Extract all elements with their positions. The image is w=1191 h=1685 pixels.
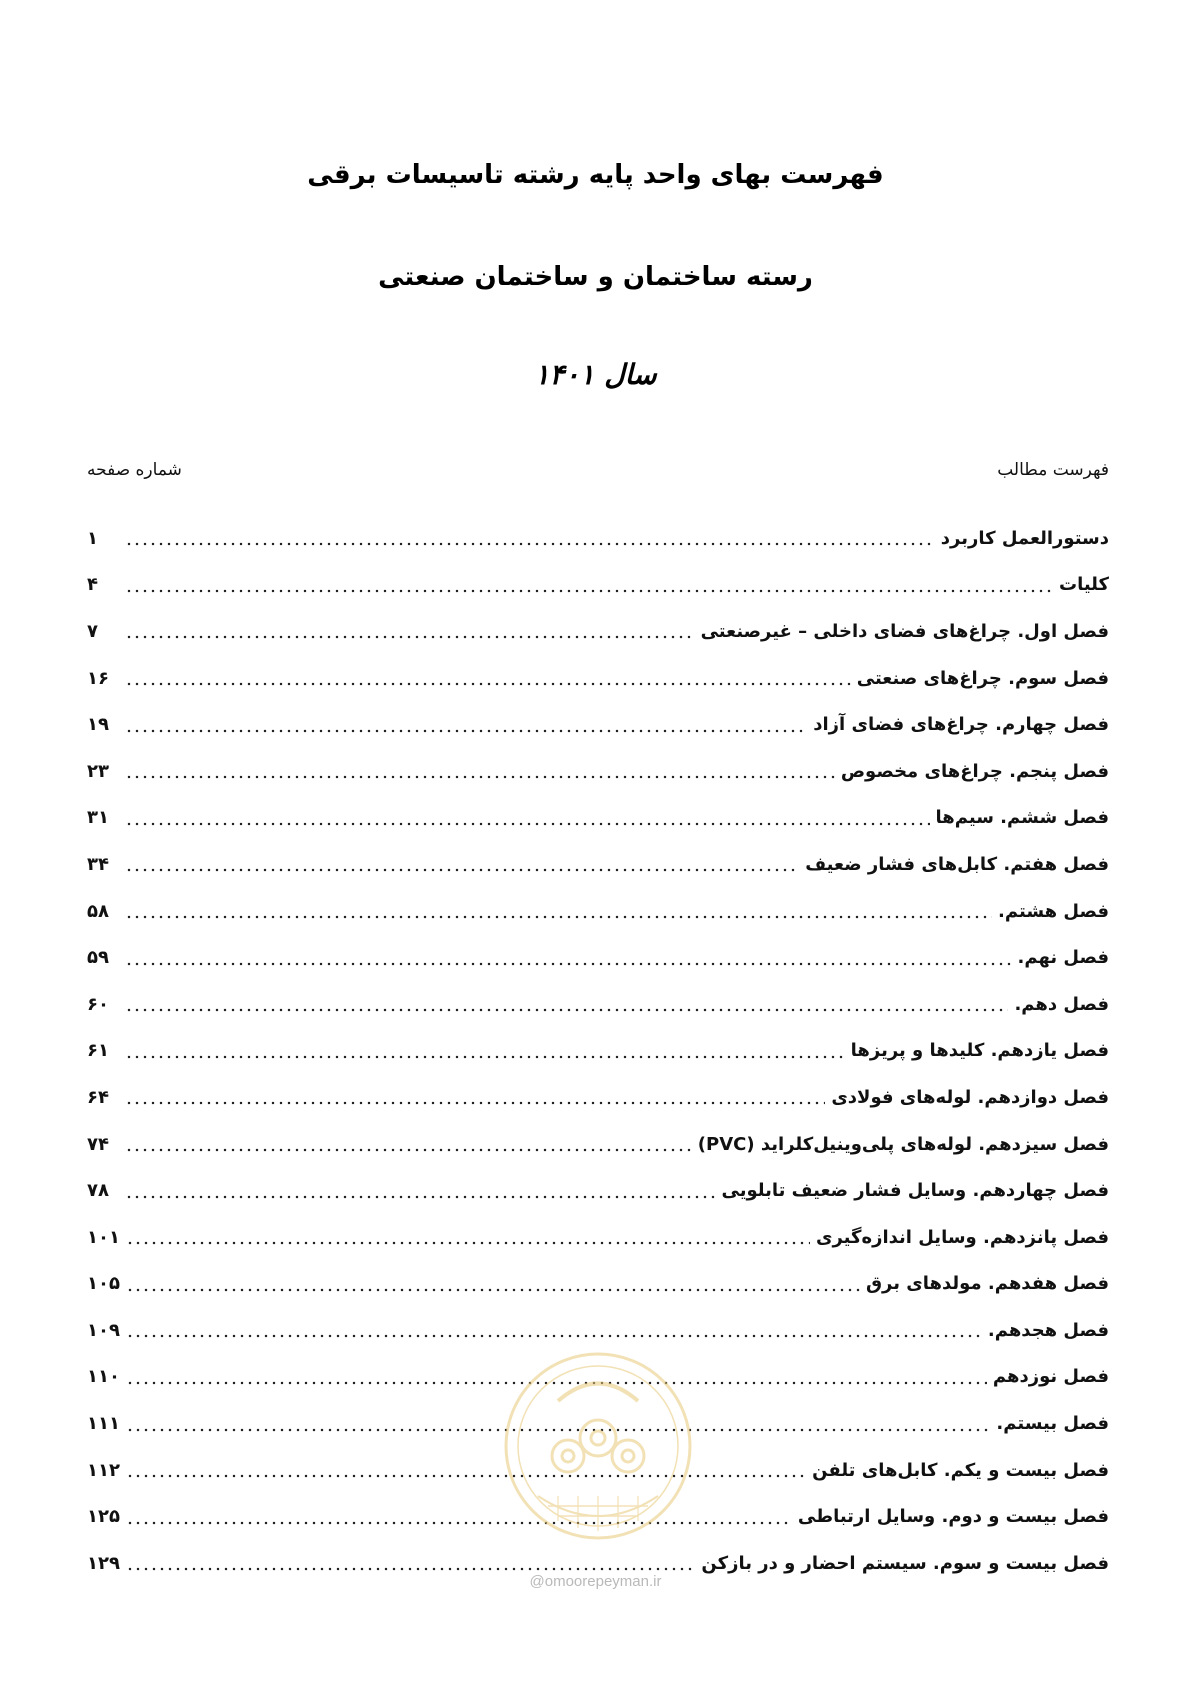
- toc-entry-label: فصل هفدهم. مولدهای برق: [865, 1273, 1109, 1295]
- toc-leader-dots: [125, 682, 851, 686]
- toc-entry-label: فصل پانزدهم. وسایل اندازه‌گیری: [815, 1226, 1109, 1248]
- toc-leader-dots: [125, 868, 799, 872]
- toc-entry-page-number: ۱۱۱: [87, 1413, 120, 1435]
- toc-leader-dots: [126, 1567, 695, 1571]
- toc-leader-dots: [125, 589, 1053, 593]
- document-subtitle: رسته ساختمان و ساختمان صنعتی: [378, 262, 813, 292]
- toc-entry: [87, 1028, 1109, 1075]
- toc-entry-label: فصل بیست و دوم. وسایل ارتباطی: [797, 1506, 1109, 1528]
- toc-entry-label: فصل اول. چراغ‌های فضای داخلی – غیرصنعتی: [700, 620, 1109, 642]
- toc-entry-label: فصل دهم.: [1014, 993, 1109, 1015]
- toc-entry-page-number: ۶۴: [87, 1086, 109, 1108]
- toc-entry-page-number: ۷۴: [87, 1133, 109, 1155]
- contents-heading: فهرست مطالب: [997, 460, 1109, 480]
- toc-entry-label: فصل هجدهم.: [987, 1319, 1109, 1341]
- toc-entry: [87, 1074, 1109, 1121]
- toc-entry-label: دستورالعمل کاربرد: [940, 527, 1109, 549]
- toc-leader-dots: [125, 635, 695, 639]
- toc-entry: [87, 1214, 1109, 1261]
- toc-entry-page-number: ۵۸: [87, 900, 109, 922]
- toc-entry-page-number: ۲۳: [87, 760, 109, 782]
- toc-entry-page-number: ۱۰۱: [87, 1226, 120, 1248]
- toc-entry-page-number: ۱۰۹: [87, 1319, 120, 1341]
- watermark-logo: [498, 1346, 698, 1546]
- toc-entry-label: فصل هفتم. کابل‌های فشار ضعیف: [805, 853, 1109, 875]
- toc-entry-page-number: ۱۰۵: [87, 1273, 120, 1295]
- toc-leader-dots: [125, 729, 807, 733]
- toc-leader-dots: [125, 1055, 845, 1059]
- toc-entry: [87, 701, 1109, 748]
- toc-entry-label: فصل نهم.: [1017, 947, 1109, 969]
- toc-entry: [87, 1121, 1109, 1168]
- toc-entry: [87, 1261, 1109, 1308]
- toc-entry-label: فصل نوزدهم: [992, 1366, 1109, 1388]
- document-title: فهرست بهای واحد پایه رشته تاسیسات برقی: [307, 160, 884, 190]
- toc-entry-label: فصل پنجم. چراغ‌های مخصوص: [840, 760, 1109, 782]
- toc-leader-dots: [126, 1288, 860, 1292]
- toc-entry-label: فصل سیزدهم. لوله‌های پلی‌وینیل‌کلراید (PVC): [697, 1133, 1109, 1155]
- toc-entry-page-number: ۱۱۰: [87, 1366, 120, 1388]
- toc-entry-label: فصل یازدهم. کلیدها و پریزها: [850, 1040, 1109, 1062]
- toc-entry: [87, 934, 1109, 981]
- toc-leader-dots: [125, 775, 835, 779]
- toc-leader-dots: [126, 1334, 982, 1338]
- toc-entry-label: فصل هشتم.: [998, 900, 1109, 922]
- toc-entry-page-number: ۳۱: [87, 807, 109, 829]
- page-number-heading: شماره صفحه: [87, 460, 182, 480]
- toc-entry-page-number: ۳۴: [87, 853, 109, 875]
- toc-entry: [87, 1167, 1109, 1214]
- toc-leader-dots: [126, 1474, 806, 1478]
- toc-entry-label: فصل چهارم. چراغ‌های فضای آزاد: [813, 714, 1109, 736]
- toc-leader-dots: [125, 962, 1012, 966]
- toc-entry: [87, 888, 1109, 935]
- toc-entry-page-number: ۷۸: [87, 1180, 109, 1202]
- toc-leader-dots: [125, 1101, 825, 1105]
- toc-leader-dots: [125, 542, 935, 546]
- toc-entry-label: فصل سوم. چراغ‌های صنعتی: [856, 667, 1109, 689]
- toc-entry: [87, 515, 1109, 562]
- toc-entry-page-number: ۱۲۹: [87, 1552, 120, 1574]
- toc-entry-page-number: ۷: [87, 620, 98, 642]
- toc-entry: [87, 562, 1109, 609]
- toc-entry-page-number: ۱: [87, 527, 98, 549]
- toc-entry: [87, 748, 1109, 795]
- toc-leader-dots: [125, 1008, 1008, 1012]
- toc-entry-page-number: ۶۰: [87, 993, 109, 1015]
- toc-entry-page-number: ۱۲۵: [87, 1506, 120, 1528]
- toc-entry: [87, 655, 1109, 702]
- toc-leader-dots: [125, 822, 930, 826]
- toc-entry: [87, 841, 1109, 888]
- document-year: سال ۱۴۰۱: [534, 358, 657, 391]
- toc-entry-page-number: ۵۹: [87, 947, 109, 969]
- toc-entry: [87, 608, 1109, 655]
- toc-entry-label: فصل بیستم.: [996, 1413, 1109, 1435]
- toc-entry-page-number: ۱۹: [87, 714, 109, 736]
- toc-entry-page-number: ۶۱: [87, 1040, 109, 1062]
- toc-leader-dots: [126, 1241, 810, 1245]
- watermark-url: @omoorepeyman.ir: [529, 1573, 662, 1590]
- toc-entry-label: فصل چهاردهم. وسایل فشار ضعیف تابلویی: [721, 1180, 1109, 1202]
- toc-leader-dots: [125, 1195, 716, 1199]
- toc-entry: [87, 981, 1109, 1028]
- toc-entry-label: فصل دوازدهم. لوله‌های فولادی: [831, 1086, 1109, 1108]
- toc-entry-page-number: ۴: [87, 574, 98, 596]
- toc-entry-page-number: ۱۶: [87, 667, 109, 689]
- toc-entry-page-number: ۱۱۲: [87, 1459, 120, 1481]
- toc-leader-dots: [125, 1148, 692, 1152]
- toc-entry-label: فصل بیست و یکم. کابل‌های تلفن: [812, 1459, 1109, 1481]
- toc-leader-dots: [125, 915, 992, 919]
- toc-entry-label: فصل ششم. سیم‌ها: [935, 807, 1109, 829]
- toc-entry-label: فصل بیست و سوم. سیستم احضار و در بازکن: [701, 1552, 1109, 1574]
- toc-entry: [87, 795, 1109, 842]
- toc-entry-label: کلیات: [1058, 574, 1109, 596]
